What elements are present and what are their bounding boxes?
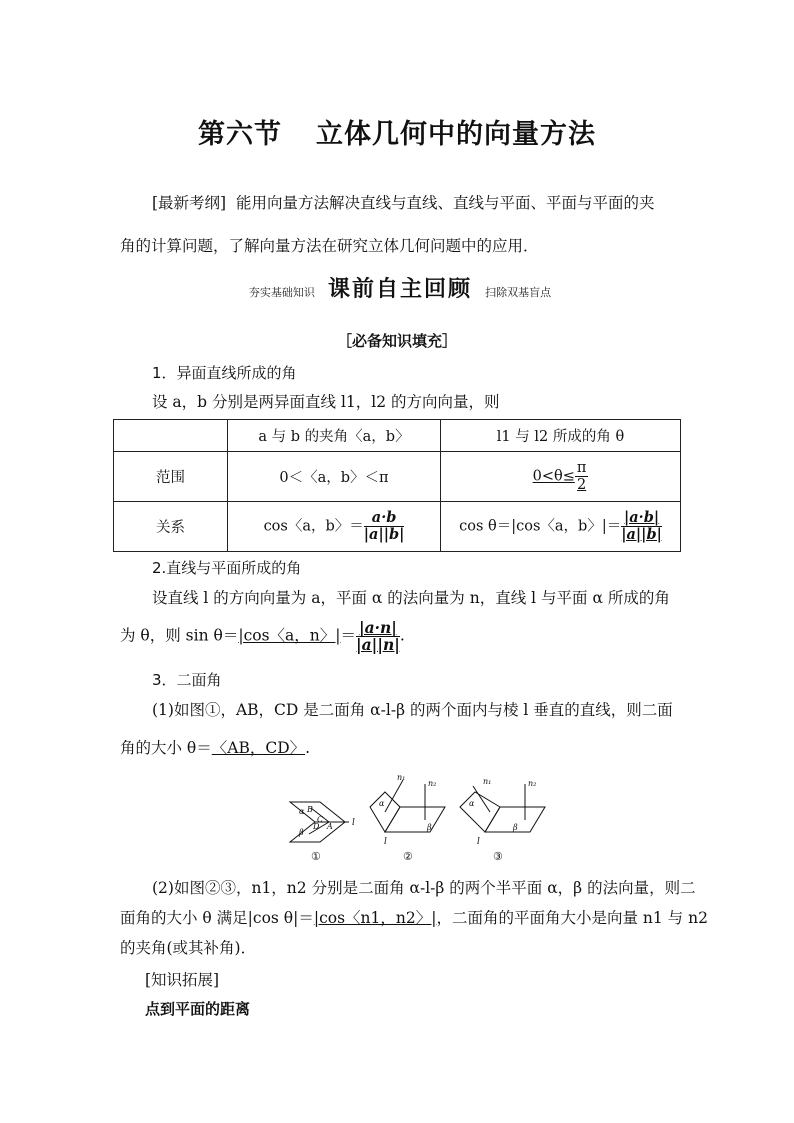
fraction-numerator: |a·b| — [621, 510, 662, 527]
section2-fraction — [356, 620, 400, 653]
fraction-numerator: π — [576, 460, 587, 476]
svg-text:α: α — [299, 807, 305, 816]
table-cell-relation-angle — [228, 502, 441, 552]
section3-p2-answer: |cos〈n1，n2〉| — [313, 909, 437, 927]
table-row-relation — [114, 502, 681, 552]
figure-2-label: ② — [403, 850, 413, 863]
fraction-denominator: |a||b| — [621, 526, 662, 543]
section3-heading: 3．二面角 — [152, 671, 222, 689]
section3-p1-line-1: (1)如图①，AB，CD 是二面角 α-l-β 的两个面内与棱 l 垂直的直线，则二面 — [152, 701, 673, 719]
section-banner — [120, 272, 680, 303]
table-header-col2: l1 与 l2 所成的角 θ — [441, 420, 681, 452]
dihedral-figures — [285, 772, 555, 864]
table-cell-range-angle: 0＜〈a，b〉＜π — [228, 452, 441, 502]
section3-p2-suffix: ，二面角的平面角大小是向量 n1 与 n2 — [436, 909, 708, 927]
section2-line-2 — [120, 620, 405, 653]
svg-text:D: D — [313, 822, 320, 831]
section3-p2-line-2 — [120, 908, 708, 928]
title-topic: 立体几何中的向量方法 — [316, 119, 596, 150]
svg-text:α: α — [379, 799, 385, 808]
fraction-denominator: |a||b| — [363, 526, 405, 543]
banner-center: 课前自主回顾 — [327, 277, 472, 302]
section3-p2-line-3: 的夹角(或其补角)． — [120, 939, 257, 957]
section2-equals: ＝ — [340, 626, 356, 645]
fraction-denominator: |a||n| — [356, 635, 400, 654]
svg-text:B: B — [307, 805, 313, 814]
svg-text:n₁: n₁ — [397, 773, 406, 782]
svg-text:A: A — [327, 822, 333, 831]
figure-1-label: ① — [311, 850, 321, 863]
svg-text:n₁: n₁ — [483, 777, 492, 786]
svg-text:n₂: n₂ — [528, 779, 537, 788]
section3-p1-period: . — [305, 739, 311, 757]
section3-p1-answer: 〈AB，CD〉 — [211, 739, 306, 757]
svg-text:l: l — [384, 837, 387, 847]
intro-text-1: 能用向量方法解决直线与直线、直线与平面、平面与平面的夹 — [235, 194, 655, 212]
svg-text:l: l — [477, 837, 480, 847]
section2-period: . — [399, 626, 405, 645]
banner-right: 扫除双基盲点 — [485, 286, 552, 299]
intro-line-1 — [152, 193, 654, 213]
section2-line-1: 设直线 l 的方向向量为 a，平面 α 的法向量为 n，直线 l 与平面 α 所成的角 — [152, 589, 670, 607]
svg-text:β: β — [513, 823, 518, 832]
figure-3-dihedral — [460, 777, 545, 847]
svg-text:β: β — [427, 823, 432, 832]
knowledge-table — [113, 419, 681, 552]
fraction-numerator: |a·n| — [356, 620, 400, 637]
intro-tag: [最新考纲] — [152, 194, 227, 212]
extension-tag: [知识拓展] — [145, 971, 220, 989]
section2-answer: |cos〈a，n〉| — [238, 626, 341, 645]
section1-desc: 设 a，b 分别是两异面直线 l1，l2 的方向向量，则 — [152, 393, 500, 411]
svg-text:α: α — [469, 799, 475, 808]
range-theta-fraction — [575, 460, 589, 493]
extension-heading: 点到平面的距离 — [145, 1000, 251, 1018]
fraction-denominator: 2 — [577, 477, 587, 493]
banner-left: 夯实基础知识 — [248, 286, 315, 299]
table-row-label: 范围 — [114, 452, 228, 502]
range-theta-prefix: 0<θ≤ — [532, 468, 575, 485]
table-header-col1: a 与 b 的夹角〈a，b〉 — [228, 420, 441, 452]
svg-text:C: C — [317, 815, 324, 824]
section3-p2-line-1: (2)如图②③，n1，n2 分别是二面角 α-l-β 的两个半平面 α，β 的法向量，则二 — [152, 879, 696, 897]
figure-2-dihedral — [370, 773, 445, 847]
section2-line2-prefix: 为 θ，则 sin θ＝ — [120, 626, 239, 645]
table-header-blank — [114, 420, 228, 452]
subheading: ［必备知识填充］ — [336, 332, 457, 350]
table-row-range — [114, 452, 681, 502]
table-cell-relation-theta — [441, 502, 681, 552]
table-header-row — [114, 420, 681, 452]
section2-heading: 2.直线与平面所成的角 — [152, 559, 302, 577]
svg-text:n₂: n₂ — [428, 779, 437, 788]
title-section-number: 第六节 — [198, 119, 282, 150]
figure-3-label: ③ — [493, 850, 503, 863]
section1-heading: 1．异面直线所成的角 — [152, 364, 297, 382]
fraction-numerator: a·b — [364, 510, 405, 527]
section3-p2-prefix: 面角的大小 θ 满足|cos θ|＝ — [120, 909, 314, 927]
relation-angle-prefix: cos〈a，b〉＝ — [263, 518, 364, 535]
section3-p1-prefix: 角的大小 θ＝ — [120, 739, 212, 757]
intro-line-2: 角的计算问题，了解向量方法在研究立体几何问题中的应用． — [120, 237, 539, 255]
relation-angle-fraction — [364, 510, 405, 543]
figure-1-dihedral — [290, 802, 355, 842]
relation-theta-fraction — [621, 510, 662, 543]
svg-text:β: β — [299, 828, 304, 837]
relation-theta-prefix: cos θ＝|cos〈a，b〉|＝ — [459, 518, 622, 535]
table-cell-range-theta — [441, 452, 681, 502]
page-title — [0, 112, 794, 151]
section3-p1-line-2 — [120, 738, 310, 758]
table-row-label: 关系 — [114, 502, 228, 552]
svg-text:l: l — [352, 818, 355, 828]
